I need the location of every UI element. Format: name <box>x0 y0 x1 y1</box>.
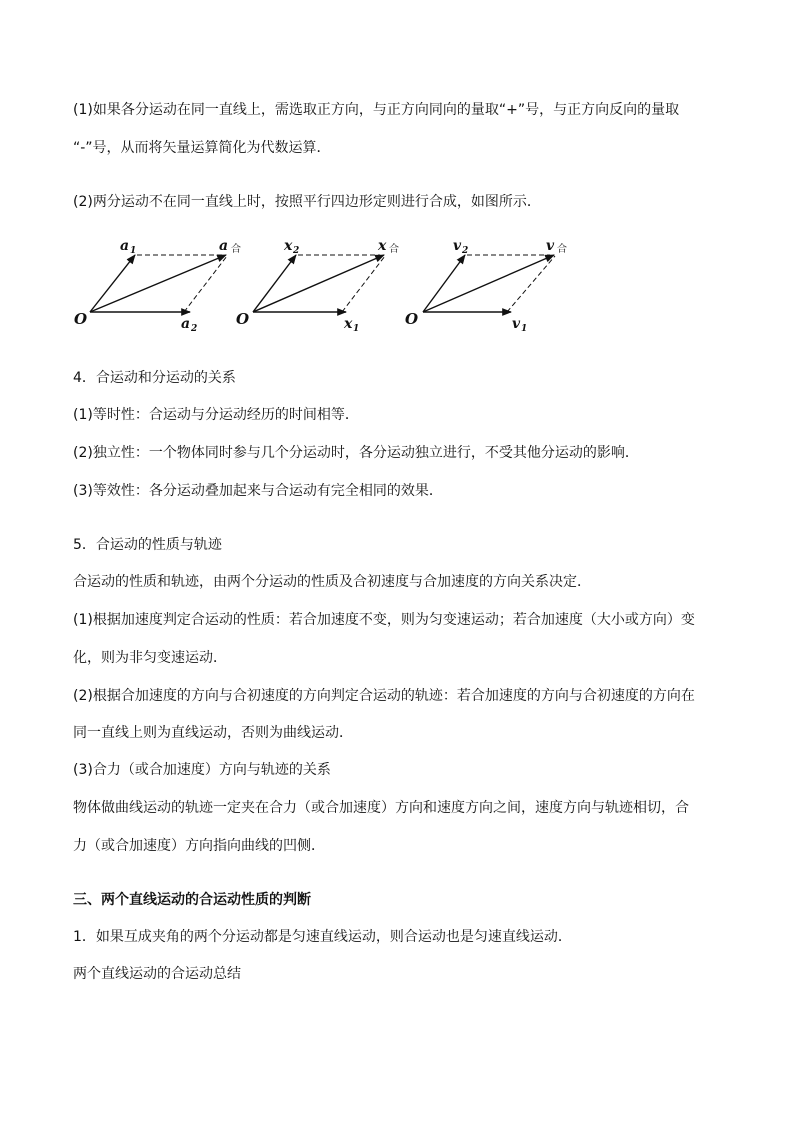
comp1-sub: 1 <box>130 246 137 256</box>
result-sub: 合 <box>389 244 399 255</box>
comp2-label: v <box>512 316 521 332</box>
comp1-sub: 2 <box>293 246 300 256</box>
section-5-intro: 合运动的性质和轨迹，由两个分运动的性质及合初速度与合加速度的方向关系决定． <box>73 574 591 590</box>
vector-parallelogram-diagram <box>60 232 600 342</box>
origin-label: O <box>74 310 88 328</box>
comp2-sub: 1 <box>353 324 360 334</box>
origin-label: O <box>236 310 250 328</box>
section-5-p4-line-2: 力（或合加速度）方向指向曲线的凹侧． <box>73 838 325 854</box>
result-label: a <box>219 238 229 254</box>
component-vector-1 <box>253 255 296 312</box>
comp1-label: x <box>284 238 293 254</box>
result-sub: 合 <box>231 244 241 255</box>
comp1-label: v <box>453 238 462 254</box>
section-3-summary: 两个直线运动的合运动总结 <box>73 966 241 982</box>
section-5-p4-line-1: 物体做曲线运动的轨迹一定夹在合力（或合加速度）方向和速度方向之间，速度方向与轨迹相切，合 <box>73 800 689 816</box>
section-4-item-3: (3)等效性：各分运动叠加起来与合运动有完全相同的效果． <box>73 483 443 499</box>
origin-label: O <box>405 310 419 328</box>
paragraph-2: (2)两分运动不在同一直线上时，按照平行四边形定则进行合成，如图所示． <box>73 194 541 210</box>
result-sub: 合 <box>557 244 567 255</box>
diagram-panel-velocity <box>405 238 567 334</box>
section-5-p1-line-1: (1)根据加速度判定合运动的性质：若合加速度不变，则为匀变速运动；若合加速度（大小或方向）变 <box>73 612 695 628</box>
section-4-item-2: (2)独立性：一个物体同时参与几个分运动时，各分运动独立进行，不受其他分运动的影响． <box>73 445 639 461</box>
section-5-p2-line-1: (2)根据合加速度的方向与合初速度的方向判定合运动的轨迹：若合加速度的方向与合初速度的方向在 <box>73 688 695 704</box>
component-vector-1 <box>90 255 135 312</box>
paragraph-1-line-1: (1)如果各分运动在同一直线上，需选取正方向，与正方向同向的量取“+”号，与正方向反向的量取 <box>73 102 680 118</box>
comp2-sub: 1 <box>521 324 528 334</box>
comp2-sub: 2 <box>191 324 198 334</box>
section-5-p2-line-2: 同一直线上则为直线运动，否则为曲线运动． <box>73 725 353 741</box>
resultant-vector <box>423 255 554 312</box>
section-3-heading: 三、两个直线运动的合运动性质的判断 <box>73 892 311 908</box>
comp1-label: a <box>120 238 130 254</box>
section-4-item-1: (1)等时性：合运动与分运动经历的时间相等． <box>73 407 359 423</box>
section-3-item-1: 1．如果互成夹角的两个分运动都是匀速直线运动，则合运动也是匀速直线运动． <box>73 929 572 945</box>
section-5-heading: 5．合运动的性质与轨迹 <box>73 537 222 553</box>
comp2-label: a <box>181 316 191 332</box>
paragraph-1-line-2: “-”号，从而将矢量运算简化为代数运算． <box>73 140 331 156</box>
diagram-panel-displacement <box>236 238 399 334</box>
diagram-panel-acceleration <box>74 238 241 334</box>
comp1-sub: 2 <box>462 246 469 256</box>
result-label: x <box>378 238 387 254</box>
result-label: v <box>546 238 555 254</box>
dashed-edge-side <box>184 256 227 312</box>
section-4-heading: 4．合运动和分运动的关系 <box>73 370 236 386</box>
comp2-label: x <box>344 316 353 332</box>
section-5-p3: (3)合力（或合加速度）方向与轨迹的关系 <box>73 762 331 778</box>
section-5-p1-line-2: 化，则为非匀变速运动． <box>73 650 227 666</box>
